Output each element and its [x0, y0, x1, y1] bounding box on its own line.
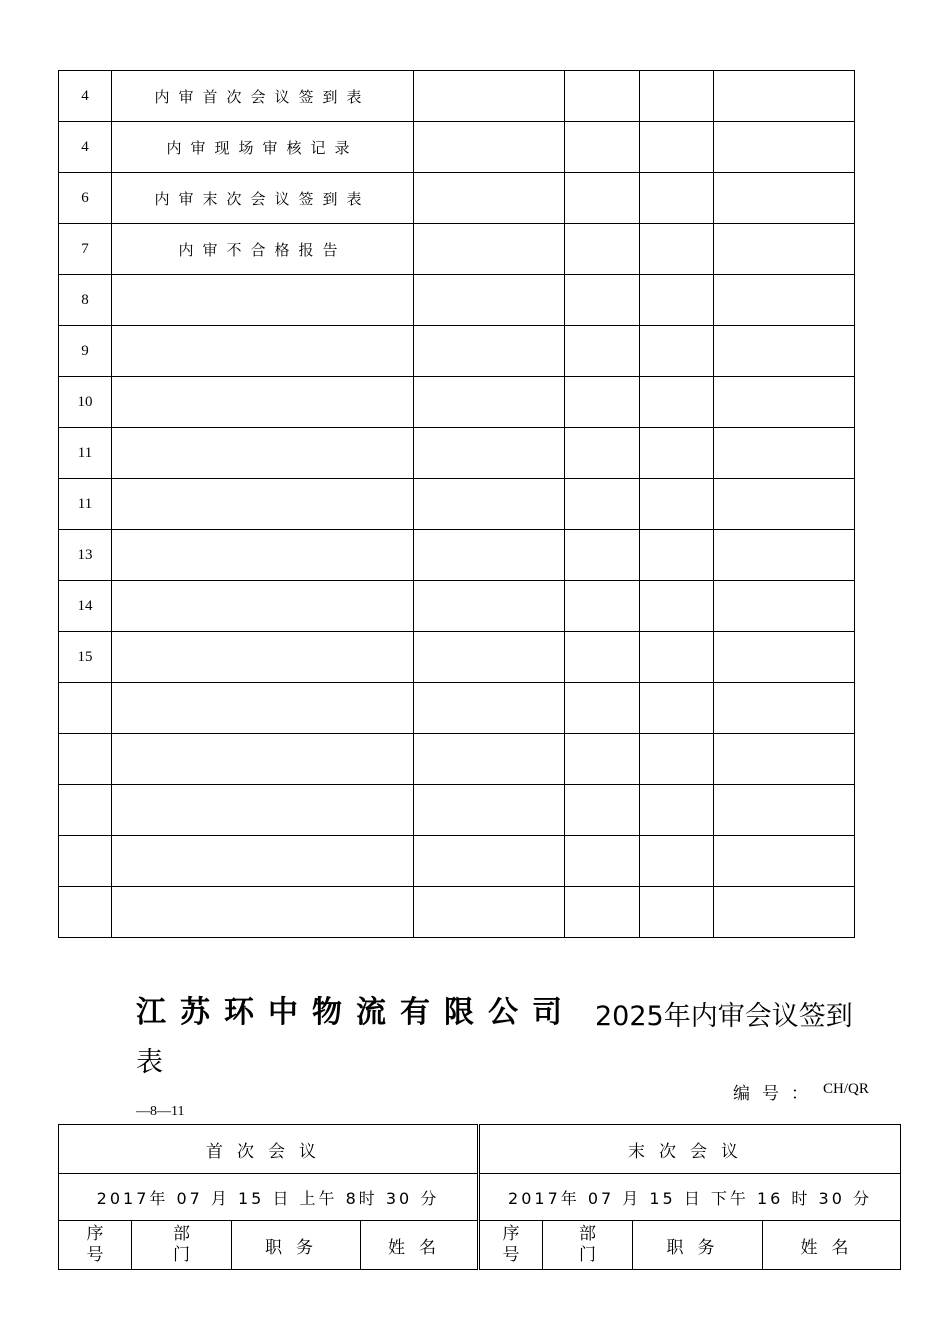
- document-row: [59, 122, 855, 173]
- blank-cell: [640, 632, 714, 683]
- blank-cell: [414, 683, 565, 734]
- blank-cell: [414, 734, 565, 785]
- row-number: [59, 836, 112, 887]
- blank-cell: [414, 428, 565, 479]
- blank-cell: [565, 887, 640, 938]
- blank-cell: [565, 785, 640, 836]
- document-row: [59, 479, 855, 530]
- document-name: [112, 734, 414, 785]
- document-row: [59, 785, 855, 836]
- document-name: [112, 632, 414, 683]
- document-name: [112, 683, 414, 734]
- seq-column-header-first: [59, 1221, 132, 1270]
- blank-cell: [565, 581, 640, 632]
- row-number: 6: [59, 173, 112, 224]
- blank-cell: [640, 428, 714, 479]
- document-row: [59, 173, 855, 224]
- blank-cell: [714, 377, 855, 428]
- blank-cell: [640, 71, 714, 122]
- row-number: 10: [59, 377, 112, 428]
- blank-cell: [414, 275, 565, 326]
- document-name: 内审首次会议签到表: [112, 71, 414, 122]
- blank-cell: [414, 836, 565, 887]
- blank-cell: [640, 326, 714, 377]
- blank-cell: [640, 734, 714, 785]
- blank-cell: [714, 683, 855, 734]
- row-number: [59, 683, 112, 734]
- last-meeting-time: 2017年 07 月 15 日 下午 16 时 30 分: [479, 1174, 901, 1221]
- document-row: [59, 887, 855, 938]
- blank-cell: [414, 122, 565, 173]
- document-row: [59, 377, 855, 428]
- document-name: [112, 377, 414, 428]
- company-name: 江苏环中物流有限公司: [136, 995, 576, 1030]
- blank-cell: [414, 530, 565, 581]
- row-number: 11: [59, 428, 112, 479]
- document-row: [59, 836, 855, 887]
- blank-cell: [714, 836, 855, 887]
- document-name: [112, 275, 414, 326]
- row-number: [59, 785, 112, 836]
- blank-cell: [565, 71, 640, 122]
- blank-cell: [414, 71, 565, 122]
- dept-column-header-last: [543, 1221, 633, 1270]
- row-number: 7: [59, 224, 112, 275]
- form-code-value: CH/QR: [823, 1081, 869, 1097]
- blank-cell: [714, 122, 855, 173]
- blank-cell: [640, 173, 714, 224]
- blank-cell: [414, 785, 565, 836]
- blank-cell: [714, 530, 855, 581]
- document-name: [112, 479, 414, 530]
- blank-cell: [565, 428, 640, 479]
- blank-cell: [640, 530, 714, 581]
- row-number: 11: [59, 479, 112, 530]
- row-number: [59, 887, 112, 938]
- blank-cell: [414, 581, 565, 632]
- document-name: 内审现场审核记录: [112, 122, 414, 173]
- blank-cell: [414, 632, 565, 683]
- name-column-header-first: 姓名: [361, 1221, 479, 1270]
- document-row: [59, 71, 855, 122]
- blank-cell: [640, 479, 714, 530]
- document-row: [59, 224, 855, 275]
- blank-cell: [565, 479, 640, 530]
- document-name: [112, 326, 414, 377]
- blank-cell: [714, 479, 855, 530]
- document-name: 内审不合格报告: [112, 224, 414, 275]
- blank-cell: [714, 785, 855, 836]
- blank-cell: [414, 173, 565, 224]
- document-row: [59, 581, 855, 632]
- form-title: 2025年内审会议签到: [595, 1001, 853, 1032]
- blank-cell: [640, 887, 714, 938]
- blank-cell: [714, 173, 855, 224]
- blank-cell: [640, 785, 714, 836]
- dept-column-header-first: [132, 1221, 232, 1270]
- blank-cell: [565, 377, 640, 428]
- name-column-header-last: 姓名: [763, 1221, 901, 1270]
- blank-cell: [640, 836, 714, 887]
- seq-label-top: 序: [502, 1224, 520, 1244]
- dept-label-top: 部: [579, 1224, 596, 1244]
- document-name: [112, 581, 414, 632]
- document-row: [59, 428, 855, 479]
- seq-column-header-last: [479, 1221, 543, 1270]
- blank-cell: [565, 836, 640, 887]
- document-row: [59, 683, 855, 734]
- blank-cell: [714, 428, 855, 479]
- blank-cell: [640, 224, 714, 275]
- row-number: 4: [59, 122, 112, 173]
- blank-cell: [565, 683, 640, 734]
- position-column-header-first: 职务: [232, 1221, 361, 1270]
- blank-cell: [640, 683, 714, 734]
- form-title-continued: 表: [136, 1047, 163, 1078]
- document-name: [112, 836, 414, 887]
- document-row: [59, 734, 855, 785]
- form-code-label: 编号：: [733, 1084, 820, 1104]
- dept-label-bottom: 门: [173, 1245, 190, 1265]
- seq-label-bottom: 号: [86, 1245, 104, 1265]
- blank-cell: [714, 581, 855, 632]
- last-meeting-header: 末次会议: [479, 1125, 901, 1174]
- row-number: [59, 734, 112, 785]
- seq-label-top: 序: [86, 1224, 104, 1244]
- blank-cell: [714, 224, 855, 275]
- blank-cell: [414, 377, 565, 428]
- blank-cell: [565, 173, 640, 224]
- blank-cell: [414, 326, 565, 377]
- blank-cell: [714, 71, 855, 122]
- blank-cell: [714, 734, 855, 785]
- row-number: 8: [59, 275, 112, 326]
- document-name: 内审末次会议签到表: [112, 173, 414, 224]
- blank-cell: [640, 275, 714, 326]
- blank-cell: [565, 530, 640, 581]
- first-meeting-time: 2017年 07 月 15 日 上午 8时 30 分: [59, 1174, 479, 1221]
- row-number: 15: [59, 632, 112, 683]
- document-name: [112, 530, 414, 581]
- document-row: [59, 326, 855, 377]
- blank-cell: [714, 326, 855, 377]
- document-name: [112, 887, 414, 938]
- document-row: [59, 530, 855, 581]
- blank-cell: [640, 581, 714, 632]
- document-list-body: [59, 71, 855, 938]
- position-column-header-last: 职务: [633, 1221, 763, 1270]
- signin-table: [58, 1124, 901, 1270]
- blank-cell: [565, 632, 640, 683]
- row-number: 13: [59, 530, 112, 581]
- blank-cell: [640, 122, 714, 173]
- row-number: 14: [59, 581, 112, 632]
- blank-cell: [565, 275, 640, 326]
- dept-label-bottom: 门: [579, 1245, 596, 1265]
- blank-cell: [640, 377, 714, 428]
- document-row: [59, 632, 855, 683]
- first-meeting-header: 首次会议: [59, 1125, 479, 1174]
- document-list-table: [58, 70, 855, 938]
- blank-cell: [714, 275, 855, 326]
- document-row: [59, 275, 855, 326]
- blank-cell: [714, 632, 855, 683]
- row-number: 9: [59, 326, 112, 377]
- dept-label-top: 部: [173, 1224, 190, 1244]
- blank-cell: [414, 887, 565, 938]
- seq-label-bottom: 号: [502, 1245, 520, 1265]
- blank-cell: [565, 122, 640, 173]
- form-code-suffix: —8—11: [136, 1104, 185, 1119]
- row-number: 4: [59, 71, 112, 122]
- blank-cell: [414, 224, 565, 275]
- blank-cell: [565, 326, 640, 377]
- document-name: [112, 428, 414, 479]
- document-name: [112, 785, 414, 836]
- blank-cell: [565, 224, 640, 275]
- blank-cell: [414, 479, 565, 530]
- blank-cell: [714, 887, 855, 938]
- blank-cell: [565, 734, 640, 785]
